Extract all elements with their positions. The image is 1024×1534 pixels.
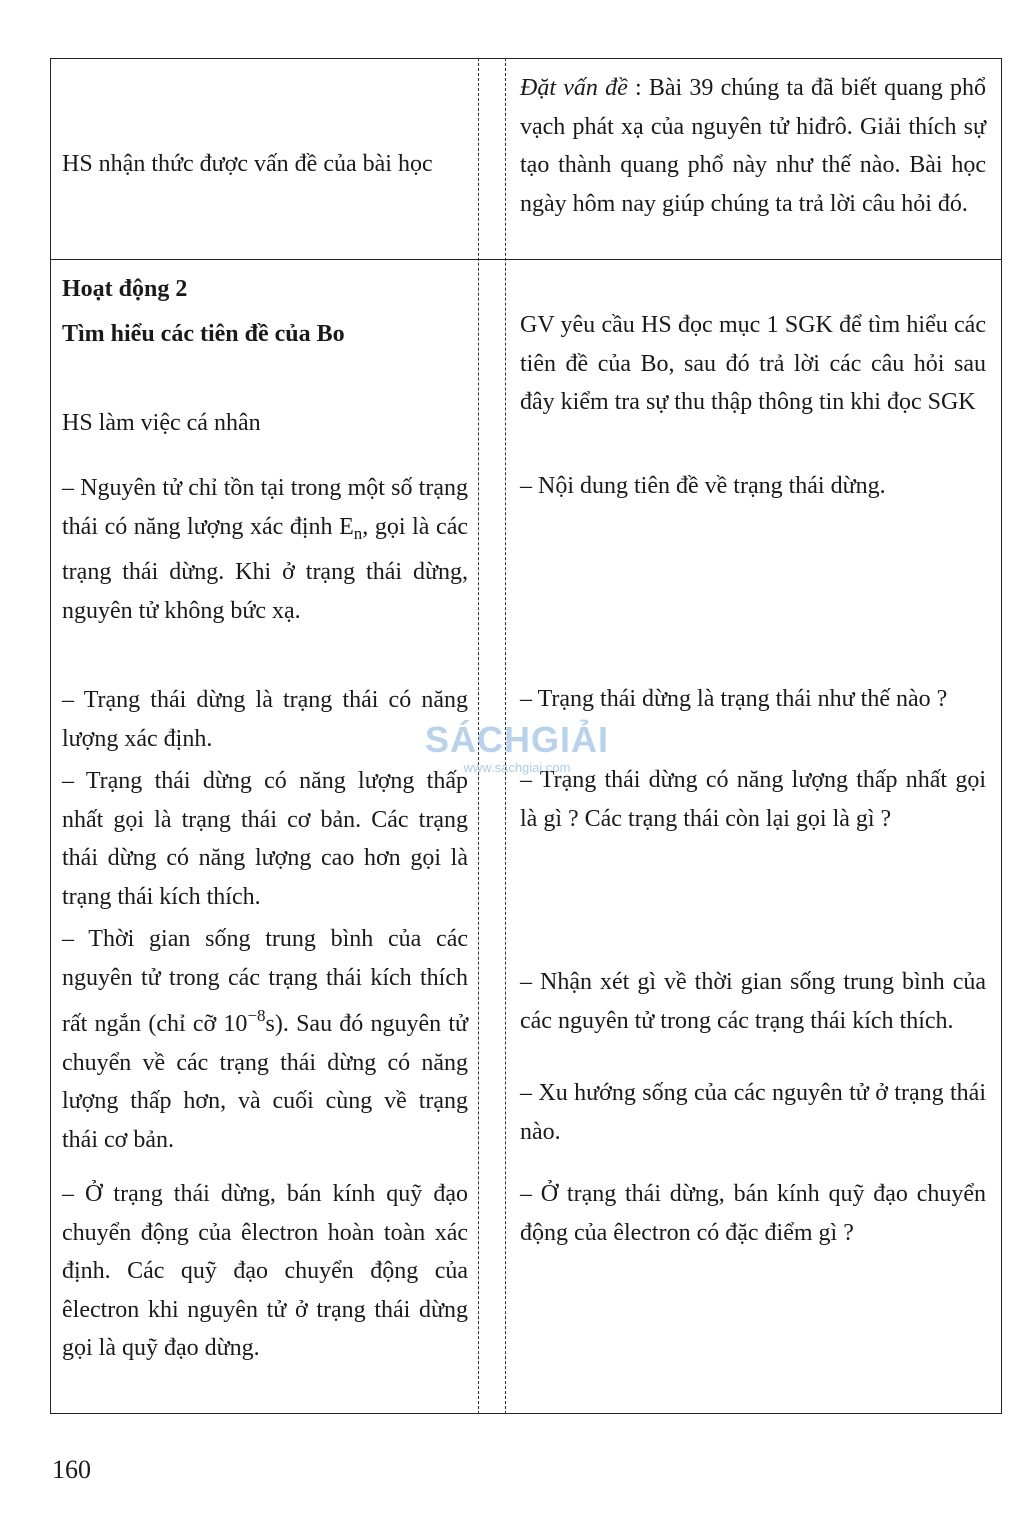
row1-left-text: HS nhận thức được vấn đề của bài học (62, 151, 433, 177)
right-question-5: – Xu hướng sống của các nguyên tử ở trạng thái nào. (520, 1080, 986, 1145)
watermark-url: www.sachgiai.com (463, 760, 571, 775)
right-question-3: – Trạng thái dừng có năng lượng thấp nhất gọi là gì ? Các trạng thái còn lại gọi là gì ? (520, 767, 986, 832)
left-item-3: – Trạng thái dừng có năng lượng thấp nhất gọi là trạng thái cơ bản. Các trạng thái dừng có năng lượng cao hơn gọi là trạng thái kích thích. (62, 768, 468, 910)
right-question-1: – Nội dung tiên đề về trạng thái dừng. (520, 473, 886, 499)
subscript-n: n (353, 523, 363, 543)
right-question-6: – Ở trạng thái dừng, bán kính quỹ đạo chuyển động của êlectron có đặc điểm gì ? (520, 1181, 986, 1246)
column-divider-left (478, 58, 479, 1414)
left-item-1: – Nguyên tử chỉ tồn tại trong một số trạng thái có năng lượng xác định $E_n$, gọi là các trạng thái dừng. Khi ở trạng thái dừng, nguyên tử không bức xạ. (62, 475, 468, 624)
superscript-exponent: −8 (247, 1006, 266, 1025)
left-item-2: – Trạng thái dừng là trạng thái có năng lượng xác định. (62, 687, 468, 752)
right-question-2: – Trạng thái dừng là trạng thái như thế nào ? (520, 686, 948, 712)
left-item-4: – Thời gian sống trung bình của các nguyên tử trong các trạng thái kích thích rất ngắn (chỉ cỡ $10^{-8}s$). Sau đó nguyên tử chuyển về các trạng thái dừng có năng lượng thấp hơn, và cuối cùng về trạng thái cơ bản. (62, 926, 468, 1153)
row-divider (50, 259, 1002, 260)
left-item-5: – Ở trạng thái dừng, bán kính quỹ đạo chuyển động của êlectron hoàn toàn xác định. Các quỹ đạo chuyển động của êlectron khi nguyên tử ở trạng thái dừng gọi là quỹ đạo dừng. (62, 1181, 468, 1361)
hs-work-mode: HS làm việc cá nhân (62, 410, 261, 436)
row1-right-text (520, 69, 986, 223)
column-divider-right (505, 58, 506, 1414)
activity-subtitle: Tìm hiểu các tiên đề của Bo (62, 321, 345, 347)
page-number: 160 (52, 1455, 91, 1484)
gv-request: GV yêu cầu HS đọc mục 1 SGK để tìm hiểu các tiên đề của Bo, sau đó trả lời các câu hỏi sau đây kiểm tra sự thu thập thông tin khi đọc SGK (520, 312, 986, 415)
dat-van-de-label: Đặt vấn đề (520, 75, 628, 101)
activity-heading: Hoạt động 2 (62, 276, 188, 302)
right-question-4: – Nhận xét gì về thời gian sống trung bình của các nguyên tử trong các trạng thái kích thích. (520, 969, 986, 1034)
watermark-logo: SÁCHGIẢI (424, 719, 609, 760)
dat-van-de-text: : Bài 39 chúng ta đã biết quang phổ vạch phát xạ của nguyên tử hiđrô. Giải thích sự tạo thành quang phổ này như thế nào. Bài học ngày hôm nay giúp chúng ta trả lời câu hỏi đó. (520, 75, 986, 217)
